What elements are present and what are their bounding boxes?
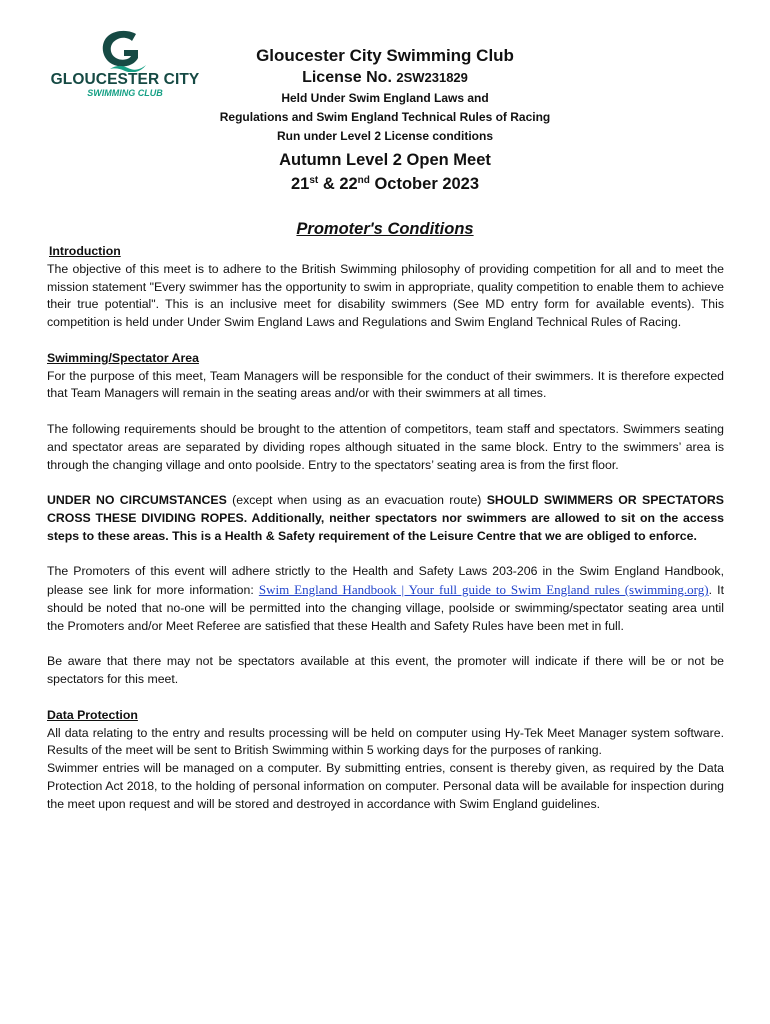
- date-day2: & 22: [318, 175, 358, 193]
- document-body: [47, 243, 724, 814]
- intro-paragraph: The objective of this meet is to adhere to the British Swimming philosophy of providing competition for all and to meet the mission statement "Every swimmer has the opportunity to swim in appropriate, quality competition to enable them to achieve their true potential". This is an inclusive meet for disability swimmers (See MD entry form for available events). This competition is held under Under Swim England Laws and Regulations and Swim England Technical Rules of Racing.: [47, 261, 724, 330]
- date-sup1: st: [309, 175, 319, 186]
- warning-normal: (except when using as an evacuation route): [226, 493, 487, 508]
- logo-subtitle: SWIMMING CLUB: [87, 88, 163, 98]
- spectator-paragraph-2: The following requirements should be brought to the attention of competitors, team staff and spectators. Swimmers seating and spectator areas are separated by dividing ropes although situated in the same block. Entry to the swimmers’ area is through the changing village and onto poolside. Entry to the spectators’ seating area is from the first floor.: [47, 421, 724, 472]
- date-sup2: nd: [357, 175, 370, 186]
- regulations-line: Regulations and Swim England Technical Rules of Racing: [219, 110, 551, 124]
- license-number: 2SW231829: [396, 70, 468, 85]
- club-title: Gloucester City Swimming Club: [256, 46, 514, 65]
- data-protection-heading: Data Protection: [47, 707, 138, 722]
- meet-date: [0, 172, 770, 196]
- date-month-year: October 2023: [369, 175, 480, 193]
- warning-bold-1: UNDER NO CIRCUMSTANCES: [47, 493, 227, 508]
- health-safety-paragraph: [47, 563, 724, 635]
- license-conditions-line: Run under Level 2 License conditions: [276, 129, 494, 143]
- spectator-paragraph-1: For the purpose of this meet, Team Managers will be responsible for the conduct of their swimmers. It is therefore expected that Team Managers will remain in the seating areas and/or with their swimmers at all times.: [47, 368, 724, 401]
- data-protection-paragraph-1: All data relating to the entry and results processing will be held on computer using Hy-Tek Meet Manager system software. Results of the meet will be sent to British Swimming within 5 working days for the purposes of ranking.: [47, 725, 724, 758]
- data-protection-paragraph-2: Swimmer entries will be managed on a computer. By submitting entries, consent is thereby given, as required by the Data Protection Act 2018, to the holding of personal information on computer. Personal data will be available for inspection during the meet upon request and will be stored and destroyed in accordance with Swim England guidelines.: [47, 761, 724, 811]
- spectator-availability-paragraph: Be aware that there may not be spectators available at this event, the promoter will indicate if there will be or not be spectators for this meet.: [47, 654, 724, 687]
- meet-title: Autumn Level 2 Open Meet: [279, 151, 491, 169]
- logo-name: GLOUCESTER CITY: [50, 71, 200, 88]
- license-line: [0, 67, 770, 89]
- warning-bold-2: SHOULD SWIMMERS OR SPECTATORS CROSS THESE DIVIDING ROPES. Additionally, neither spectators nor swimmers are allowed to sit on the access steps to these areas. This is a Health & Safety requirement of the Leisure Centre that we are obliged to enforce.: [47, 493, 724, 543]
- promoter-conditions-title: Promoter's Conditions: [296, 220, 474, 238]
- date-day1: 21: [290, 175, 310, 193]
- intro-heading: Introduction: [49, 244, 121, 258]
- health-safety-text-1: The Promoters of this event will adhere strictly to the Health and Safety Laws 203-206 in the Swim England Handbook, please see link for more information:: [47, 564, 724, 598]
- document-header: [0, 45, 770, 196]
- swim-england-handbook-link[interactable]: Swim England Handbook | Your full guide to Swim England rules (swimming.org): [258, 582, 709, 598]
- held-under-line: Held Under Swim England Laws and: [281, 91, 489, 105]
- health-safety-text-2: . It should be noted that no-one will be permitted into the changing village, poolside or swimming/spectator seating area until the Promoters and/or Meet Referee are satisfied that these Health and Safety Rules have been met in full.: [47, 583, 724, 633]
- spectator-heading: Swimming/Spectator Area: [47, 350, 199, 365]
- spectator-warning-paragraph: [47, 492, 724, 545]
- license-label: License No.: [302, 69, 392, 86]
